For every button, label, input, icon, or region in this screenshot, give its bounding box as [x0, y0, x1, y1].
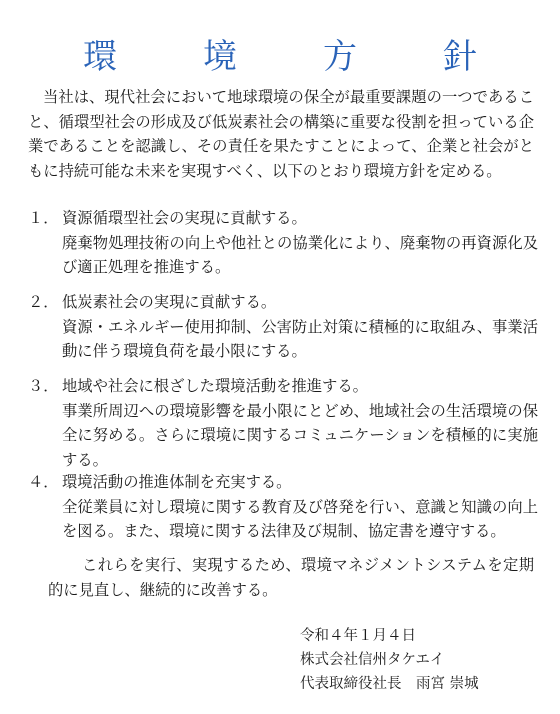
policy-item-heading: 低炭素社会の実現に貢献する。	[62, 293, 277, 311]
policy-item-heading-row	[28, 470, 538, 495]
policy-item-number: １．	[28, 209, 59, 227]
signature-block	[300, 624, 479, 696]
policy-item-body: 資源・エネルギー使用抑制、公害防止対策に積極的に取組み、事業活動に伴う環境負荷を最小限にする。	[62, 317, 538, 360]
policy-item-heading: 資源循環型社会の実現に貢献する。	[62, 209, 307, 227]
policy-item-number: ３．	[28, 377, 59, 395]
signature-date: 令和４年１月４日	[300, 628, 416, 644]
policy-item-heading-row	[28, 374, 538, 399]
policy-item-3	[28, 374, 538, 472]
policy-item-number: ４．	[28, 473, 59, 491]
policy-item-body: 廃棄物処理技術の向上や他社との協業化により、廃棄物の再資源化及び適正処理を推進する。	[62, 233, 538, 276]
policy-item-heading: 環境活動の推進体制を充実する。	[62, 473, 292, 491]
policy-item-heading-row	[28, 290, 538, 315]
policy-item-2	[28, 290, 538, 364]
intro-paragraph: 当社は、現代社会において地球環境の保全が最重要課題の一つであること、循環型社会の形成及び低炭素社会の構築に重要な役割を担っている企業であることを認識し、その責任を果たすことによって、企業と社会がともに持続可能な未来を実現すべく、以下のとおり環境方針を定める。	[28, 88, 534, 180]
signature-representative: 代表取締役社長 雨宮 崇城	[300, 676, 479, 692]
policy-item-1	[28, 206, 538, 280]
policy-item-heading: 地域や社会に根ざした環境活動を推進する。	[62, 377, 368, 395]
policy-item-body: 全従業員に対し環境に関する教育及び啓発を行い、意識と知識の向上を図る。また、環境に関する法律及び規制、協定書を遵守する。	[62, 497, 538, 540]
policy-item-4	[28, 470, 538, 544]
closing-paragraph: これらを実行、実現するため、環境マネジメントシステムを定期的に見直し、継続的に改善する。	[48, 556, 534, 599]
document-title: 環 境 方 針	[83, 36, 503, 77]
signature-company: 株式会社信州タケエイ	[300, 652, 445, 668]
policy-item-number: ２．	[28, 293, 59, 311]
policy-item-heading-row	[28, 206, 538, 231]
policy-item-body: 事業所周辺への環境影響を最小限にとどめ、地域社会の生活環境の保全に努める。さらに環境に関するコミュニケーションを積極的に実施する。	[62, 401, 538, 469]
